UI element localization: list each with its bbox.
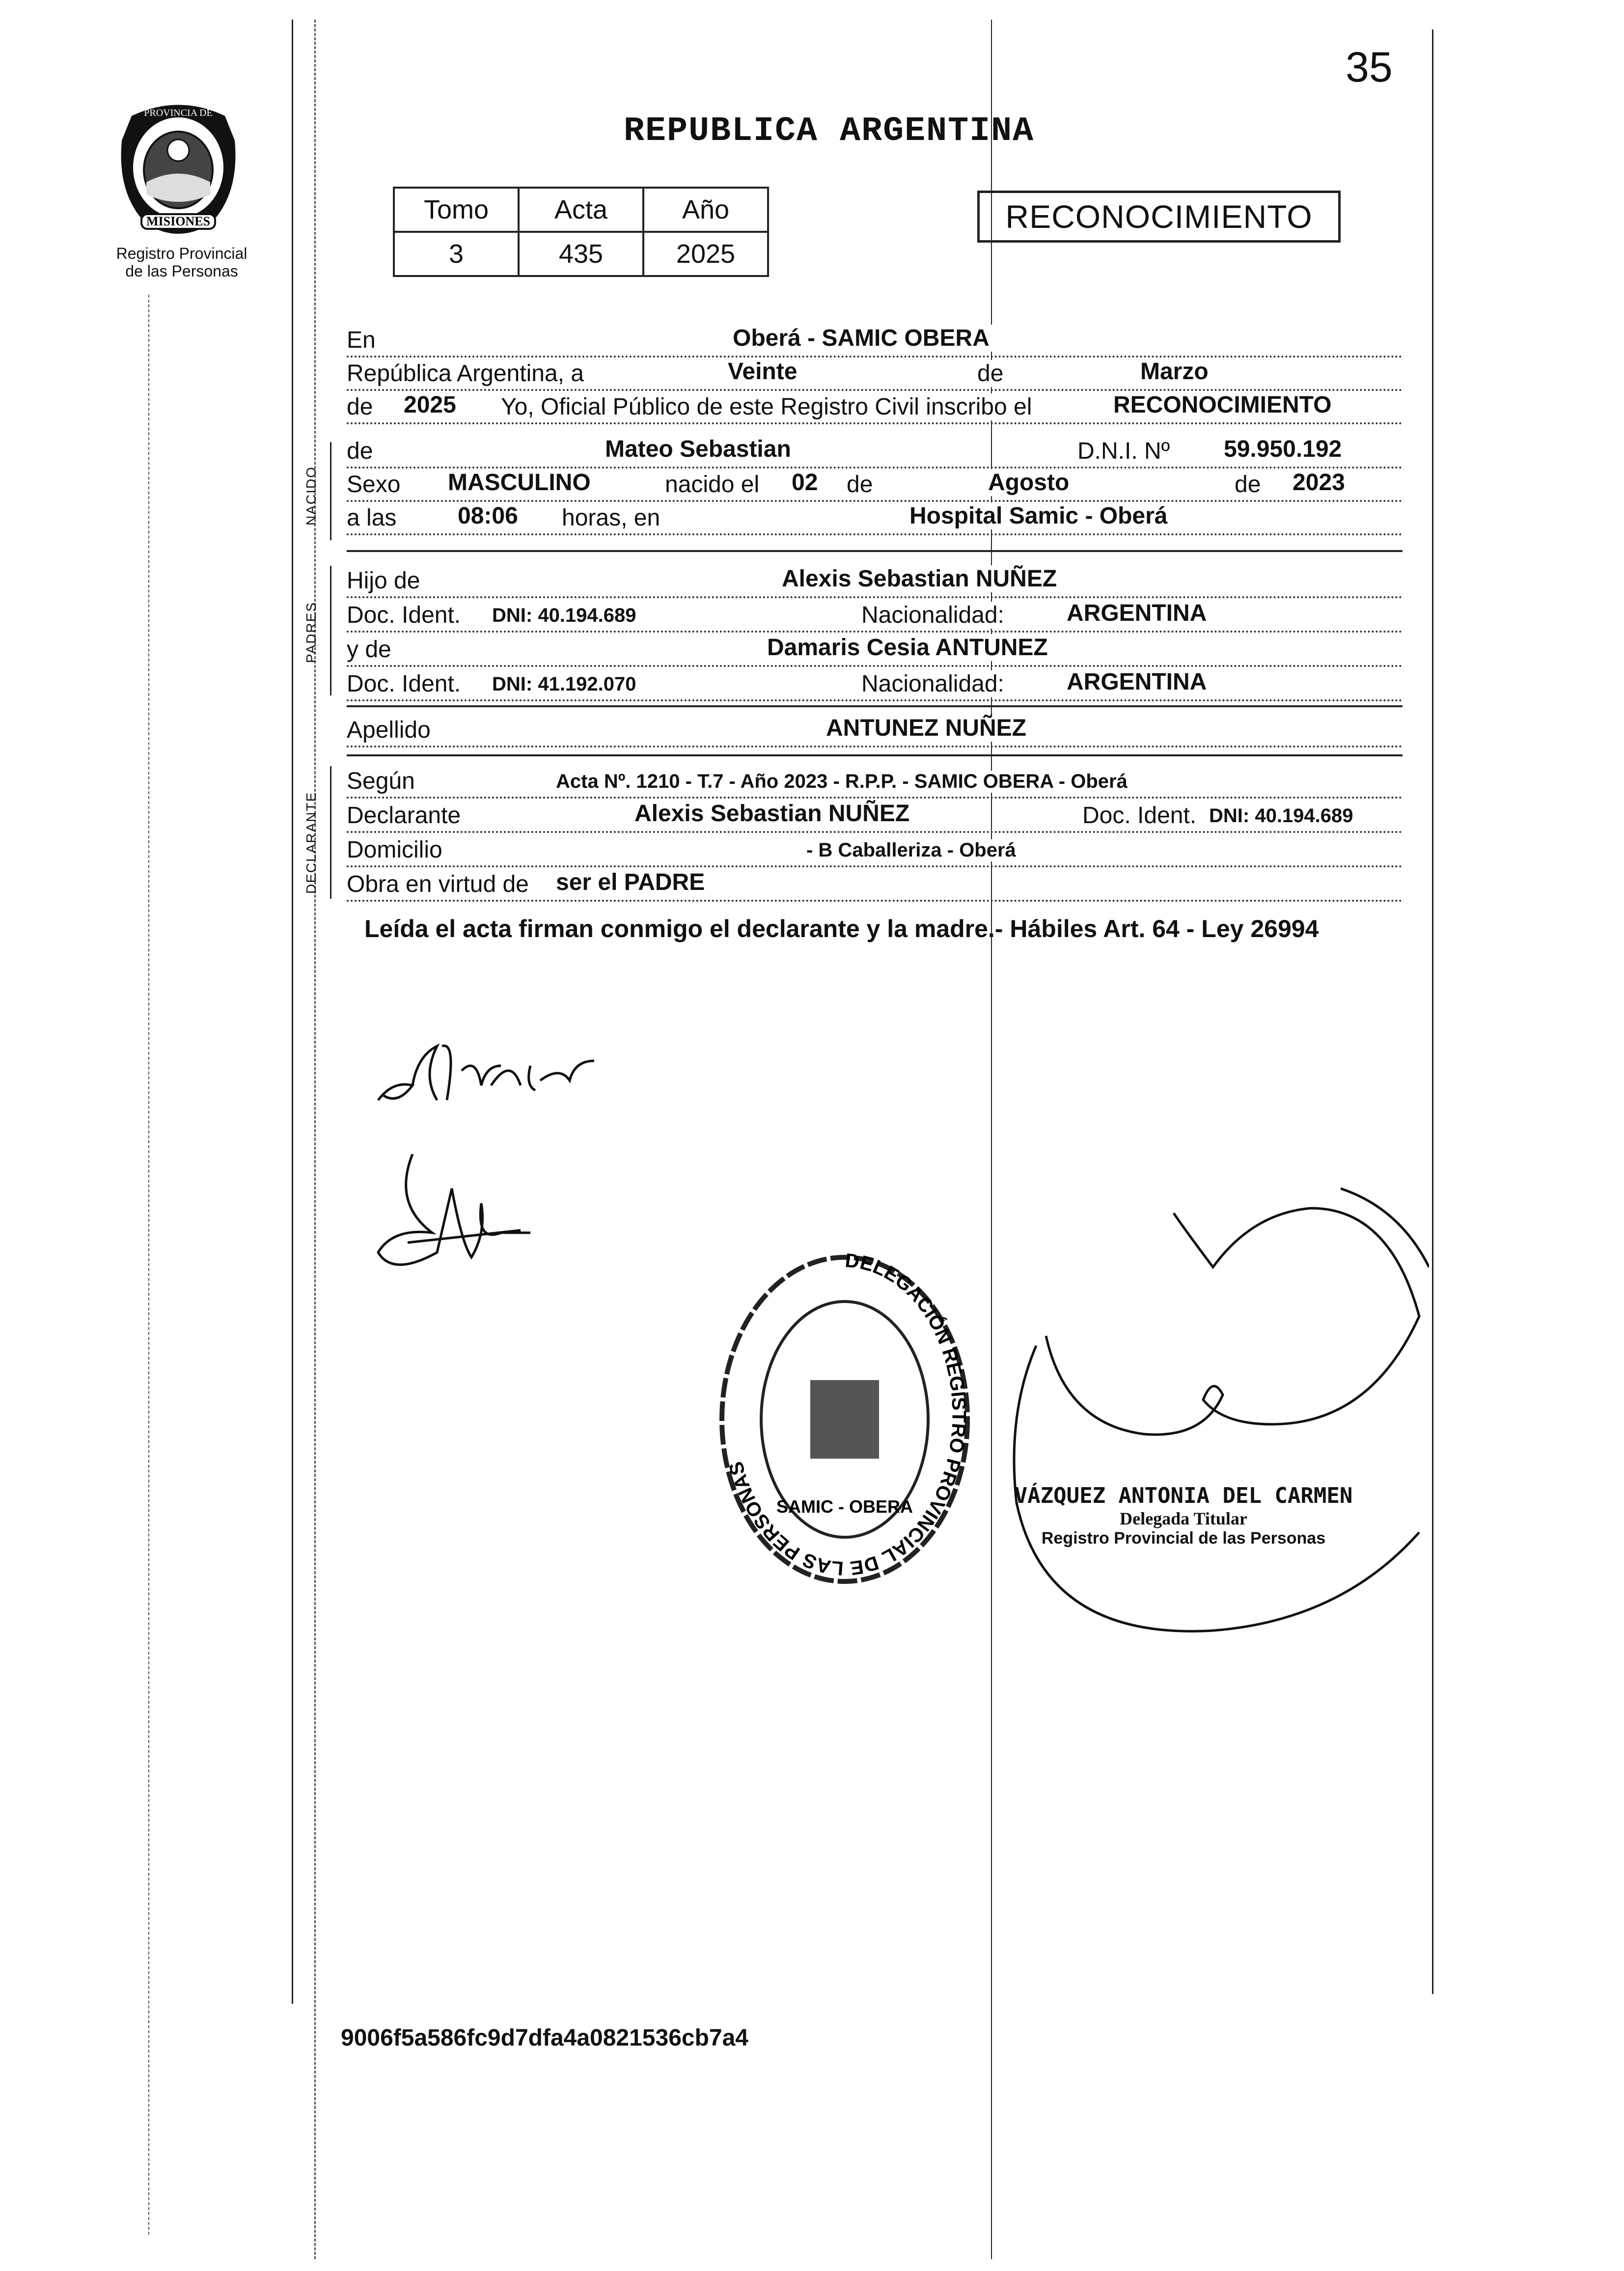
mother-doc: DNI: 41.192.070 <box>489 673 639 695</box>
document-title: REPUBLICA ARGENTINA <box>624 112 1035 151</box>
sex-value: MASCULINO <box>445 469 594 496</box>
address-value: - B Caballeriza - Oberá <box>803 839 1019 861</box>
value-acta: 435 <box>519 232 643 276</box>
right-margin-line <box>1432 29 1433 1994</box>
surname-value: ANTUNEZ NUÑEZ <box>823 715 1029 742</box>
declarant-doc: DNI: 40.194.689 <box>1206 805 1356 827</box>
misiones-seal-icon <box>112 96 245 244</box>
closing-statement: Leída el acta firman conmigo el declarante y la madre.- Hábiles Art. 64 - Ley 26994 <box>364 915 1319 942</box>
month-value: Marzo <box>1137 358 1211 385</box>
left-margin-line <box>292 20 293 2004</box>
row-place: En Oberá - SAMIC OBERA <box>347 325 1403 358</box>
section-padres: PADRES <box>303 601 319 663</box>
seal-top-text: PROVINCIA DE <box>144 108 213 118</box>
nacido-bracket <box>330 442 331 540</box>
father-doc: DNI: 40.194.689 <box>489 605 639 627</box>
header-acta: Acta <box>519 188 643 232</box>
value-anio: 2025 <box>643 232 768 276</box>
born-month: Agosto <box>985 469 1072 496</box>
mother-nationality: ARGENTINA <box>1064 668 1210 695</box>
row-declarant: Declarante Alexis Sebastian NUÑEZ Doc. Ident. DNI: 40.194.689 <box>347 801 1403 833</box>
place-value: Oberá - SAMIC OBERA <box>730 325 992 352</box>
father-name: Alexis Sebastian NUÑEZ <box>779 565 1060 592</box>
father-nationality: ARGENTINA <box>1064 600 1210 627</box>
official-office: Registro Provincial de las Personas <box>1041 1529 1326 1548</box>
birth-time: 08:06 <box>455 502 521 529</box>
official-stamp-icon <box>707 1238 982 1601</box>
outer-dashed-line <box>148 295 149 2235</box>
birth-place: Hospital Samic - Oberá <box>907 502 1171 529</box>
seal-label: Registro Provincial de las Personas <box>116 245 248 280</box>
rule-after-padres <box>347 705 1403 707</box>
act-type-box: RECONOCIMIENTO <box>977 191 1341 243</box>
official-role: Delegada Titular <box>1120 1509 1247 1528</box>
act-value: RECONOCIMIENTO <box>1110 391 1334 418</box>
born-year: 2023 <box>1290 469 1348 496</box>
padres-bracket <box>330 566 331 695</box>
row-mother-doc: Doc. Ident. DNI: 41.192.070 Nacionalidad: ARGENTINA <box>347 669 1403 701</box>
mother-signature-icon <box>363 1144 540 1282</box>
mother-name: Damaris Cesia ANTUNEZ <box>764 634 1051 661</box>
born-day: 02 <box>789 469 821 496</box>
row-sex-birth: Sexo MASCULINO nacido el 02 de Agosto de 2023 <box>347 470 1403 502</box>
virtue-value: ser el PADRE <box>553 869 708 896</box>
row-address: Domicilio - B Caballeriza - Oberá <box>347 835 1403 867</box>
header-anio: Año <box>643 188 768 232</box>
rule-after-nacido <box>347 550 1403 552</box>
document-hash: 9006f5a586fc9d7dfa4a0821536cb7a4 <box>341 2025 748 2051</box>
page-number: 35 <box>1346 44 1393 91</box>
row-father-doc: Doc. Ident. DNI: 40.194.689 Nacionalidad: ARGENTINA <box>347 600 1403 633</box>
official-signature-block <box>1012 1483 1355 1548</box>
rule-after-surname <box>347 754 1403 756</box>
row-segun: Según Acta Nº. 1210 - T.7 - Año 2023 - R.P.P. - SAMIC OBERA - Oberá <box>347 766 1403 799</box>
declarant-signature-icon <box>363 1026 619 1125</box>
row-father: Hijo de Alexis Sebastian NUÑEZ <box>347 566 1403 598</box>
row-virtue: Obra en virtud de ser el PADRE <box>347 869 1403 902</box>
row-time-place: a las 08:06 horas, en Hospital Samic - Oberá <box>347 503 1403 535</box>
row-mother: y de Damaris Cesia ANTUNEZ <box>347 635 1403 667</box>
stamp-center-text: SAMIC - OBERA <box>776 1496 913 1517</box>
official-name: VÁZQUEZ ANTONIA DEL CARMEN <box>1014 1483 1353 1508</box>
row-date: República Argentina, a Veinte de Marzo <box>347 359 1403 391</box>
section-declarante: DECLARANTE <box>303 791 319 894</box>
segun-value: Acta Nº. 1210 - T.7 - Año 2023 - R.P.P. - SAMIC OBERA - Oberá <box>553 771 1130 793</box>
row-surname: Apellido ANTUNEZ NUÑEZ <box>347 715 1403 748</box>
registry-table <box>393 187 769 277</box>
header-tomo: Tomo <box>394 188 519 232</box>
section-nacido: NACIDO <box>303 466 319 526</box>
stamp-ring-text: DELEGACIÓN REGISTRO PROVINCIAL DE LAS PERSONAS <box>725 1249 970 1579</box>
child-dni: 59.950.192 <box>1221 436 1345 463</box>
left-dashed-line <box>314 20 316 2259</box>
day-value: Veinte <box>725 358 800 385</box>
row-child: de Mateo Sebastian D.N.I. Nº 59.950.192 <box>347 436 1403 469</box>
seal-bottom-text: MISIONES <box>146 214 211 228</box>
year-value: 2025 <box>401 391 459 418</box>
declarant-name: Alexis Sebastian NUÑEZ <box>632 800 912 827</box>
official-signature-icon <box>997 1169 1429 1650</box>
value-tomo: 3 <box>394 232 519 276</box>
declarante-bracket <box>330 766 331 899</box>
row-inscription: de 2025 Yo, Oficial Público de este Registro Civil inscribo el RECONOCIMIENTO <box>347 392 1403 424</box>
child-name: Mateo Sebastian <box>602 436 794 463</box>
